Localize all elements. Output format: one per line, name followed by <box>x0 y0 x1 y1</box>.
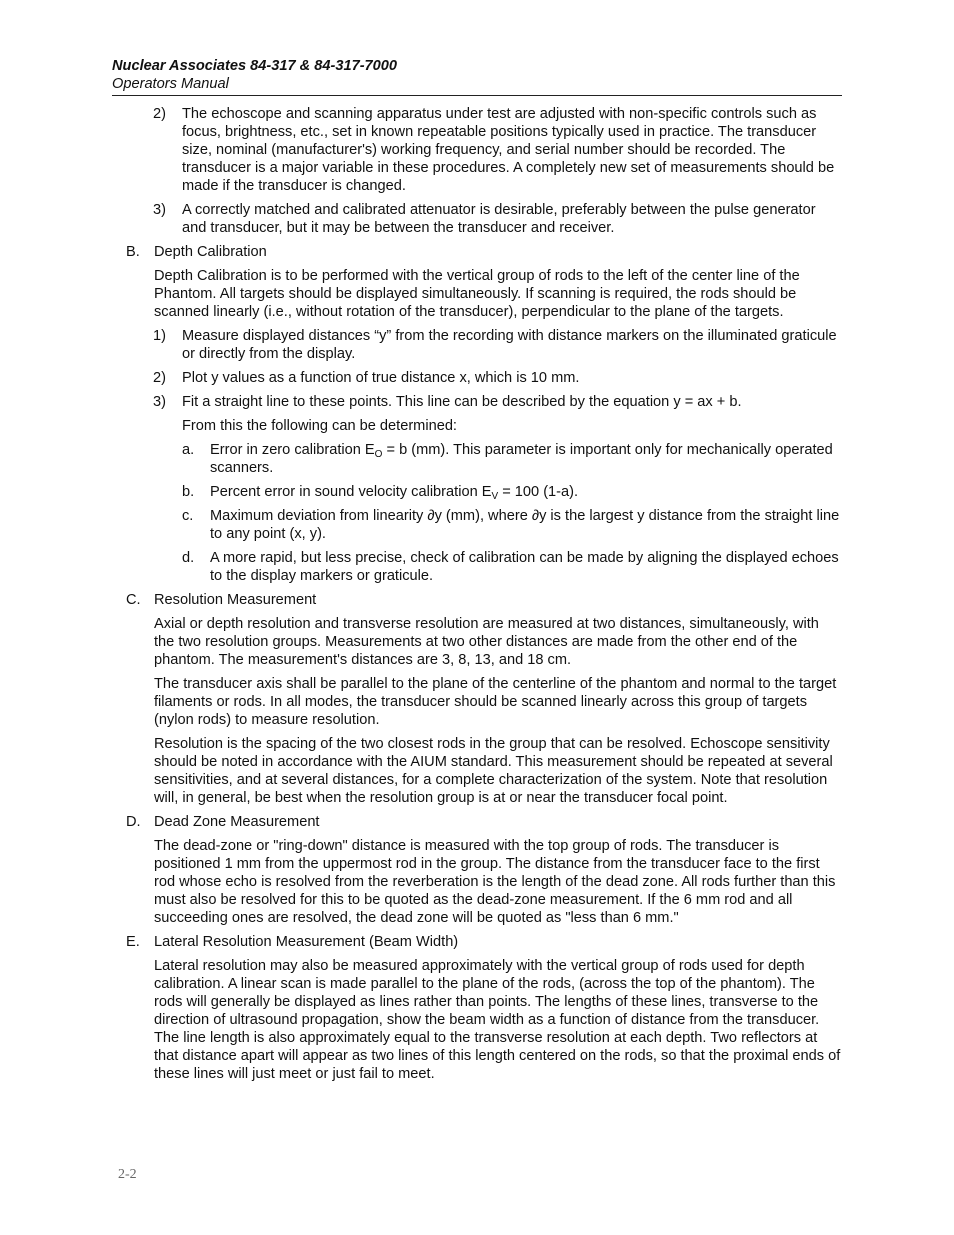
sub-list-letter: d. <box>182 550 195 566</box>
section-letter: B. <box>126 244 140 260</box>
sub-list-text: A more rapid, but less precise, check of calibration can be made by aligning the displayed echoes to the display markers or graticule. <box>210 550 839 584</box>
section-heading-e <box>126 933 842 951</box>
list-text: Fit a straight line to these points. This line can be described by the equation y = ax + b. <box>182 394 742 410</box>
sub-list-text <box>210 441 842 477</box>
paragraph: From this the following can be determined: <box>182 418 457 434</box>
section-heading-c <box>126 591 842 609</box>
sub-list-item <box>126 549 842 585</box>
paragraph: Depth Calibration is to be performed with the vertical group of rods to the left of the center line of the Phantom. All targets should be displayed simultaneously. If scanning is required, the rods should be scanned linearly (i.e., without rotation of the transducer), perpendicular to the plane of the targets. <box>154 268 800 320</box>
list-number: 3) <box>153 394 166 410</box>
text-run: Percent error in sound velocity calibration E <box>210 484 492 500</box>
sub-list-item <box>126 441 842 477</box>
page-number: 2-2 <box>118 1167 137 1182</box>
section-heading-b <box>126 243 842 261</box>
paragraph: Resolution is the spacing of the two closest rods in the group that can be resolved. Echoscope sensitivity should be noted in accordance with the AIUM standard. This measurement should be repeated at several sensitivities, and at several distances, for a complete characterization of the system. Note that resolution will, in general, be best when the resolution group is at or near the transducer focal point. <box>154 736 833 806</box>
sub-list-letter: a. <box>182 442 195 458</box>
document-body <box>126 105 842 1083</box>
list-number: 2) <box>153 370 166 386</box>
list-text: The echoscope and scanning apparatus under test are adjusted with non-specific controls such as focus, brightness, etc., set in known repeatable positions typically used in practice. The transducer size, nominal (manufacturer's) working frequency, and serial number should be recorded. The transducer is a major variable in these procedures. A completely new set of measurements should be made if the transducer is changed. <box>182 106 835 194</box>
section-letter: D. <box>126 814 141 830</box>
text-run: = b (mm). This parameter is important only for mechanically operated scanners. <box>210 442 833 476</box>
section-heading-d <box>126 813 842 831</box>
paragraph: The transducer axis shall be parallel to the plane of the centerline of the phantom and normal to the target filaments or rods. In all modes, the transducer should be scanned linearly across this group of targets (nylon rods) to measure resolution. <box>154 676 837 728</box>
section-letter: E. <box>126 934 140 950</box>
section-title: Resolution Measurement <box>154 592 317 608</box>
subscript: O <box>374 449 383 460</box>
list-item <box>126 201 842 237</box>
section-letter: C. <box>126 592 141 608</box>
header-title: Nuclear Associates 84-317 & 84-317-7000 <box>112 58 398 74</box>
list-number: 1) <box>153 328 166 344</box>
list-item <box>126 105 842 195</box>
sub-list-text: Maximum deviation from linearity ∂y (mm), where ∂y is the largest y distance from the straight line to any point (x, y). <box>210 508 840 542</box>
list-text: A correctly matched and calibrated attenuator is desirable, preferably between the pulse generator and transducer, but it may be between the transducer and receiver. <box>182 202 816 236</box>
paragraph: Axial or depth resolution and transverse resolution are measured at two distances, simultaneously, with the two resolution groups. Measurements at two other distances are made from the other end of the phantom. The measurement's distances are 3, 8, 13, and 18 cm. <box>154 616 819 668</box>
sub-list-text <box>210 483 842 501</box>
paragraph: The dead-zone or "ring-down" distance is measured with the top group of rods. The transducer is positioned 1 mm from the uppermost rod in the group. The distance from the transducer face to the first rod whose echo is resolved from the reverberation is the length of the dead zone. All rods further than this must also be resolved for this to be quoted as the dead-zone measurement. If the 6 mm rod and all succeeding ones are resolved, the dead zone will be quoted as "less than 6 mm." <box>154 838 836 926</box>
sub-list-letter: b. <box>182 484 195 500</box>
list-item <box>126 393 842 411</box>
list-number: 2) <box>153 106 166 122</box>
sub-list-item <box>126 507 842 543</box>
list-text: Plot y values as a function of true distance x, which is 10 mm. <box>182 370 580 386</box>
list-item <box>126 327 842 363</box>
running-header <box>112 57 842 96</box>
text-run: Error in zero calibration E <box>210 442 375 458</box>
paragraph: Lateral resolution may also be measured approximately with the vertical group of rods used for depth calibration. A linear scan is made parallel to the plane of the rods, (across the top of the phantom). The rods will generally be displayed as lines rather than points. The lengths of these lines, transverse to the direction of ultrasound propagation, show the beam width as a function of distance from the transducer. The line length is also approximately equal to the transverse resolution at each depth. Two reflectors at that distance apart will appear as two lines of this length centered on the rods, so that the proximal ends of these lines will just meet or just fail to meet. <box>154 958 841 1082</box>
text-run: = 100 (1-a). <box>498 484 579 500</box>
list-item <box>126 369 842 387</box>
list-number: 3) <box>153 202 166 218</box>
list-text: Measure displayed distances “y” from the recording with distance markers on the illuminated graticule or directly from the display. <box>182 328 837 362</box>
section-title: Lateral Resolution Measurement (Beam Width) <box>154 934 459 950</box>
sub-list-letter: c. <box>182 508 194 524</box>
header-subtitle: Operators Manual <box>112 76 229 92</box>
section-title: Dead Zone Measurement <box>154 814 320 830</box>
section-title: Depth Calibration <box>154 244 267 260</box>
subscript: V <box>491 491 499 502</box>
sub-list-item <box>126 483 842 501</box>
